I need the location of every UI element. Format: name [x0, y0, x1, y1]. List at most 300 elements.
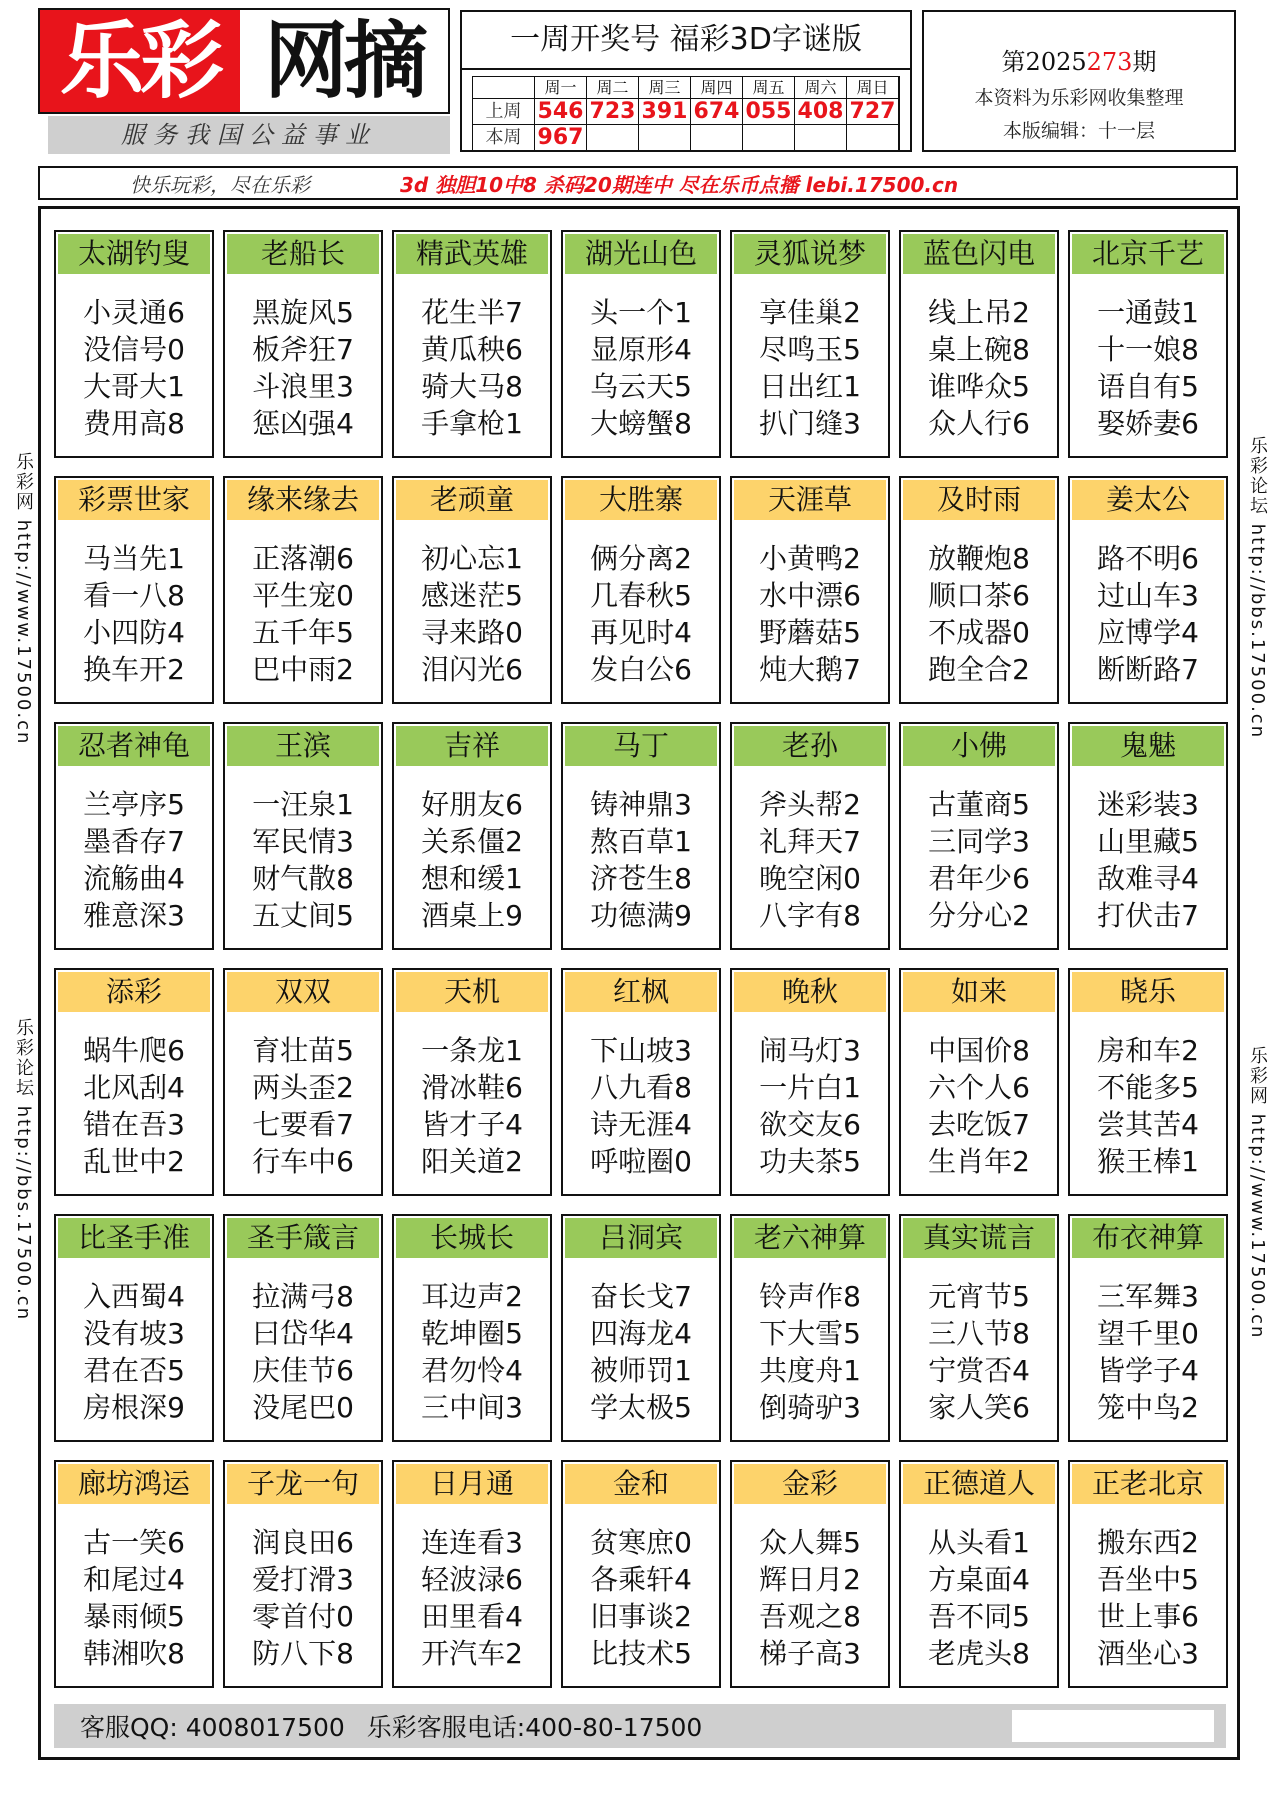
site-logo	[38, 8, 450, 114]
riddle-line: 大螃蟹8	[590, 407, 692, 440]
riddle-line: 八字有8	[759, 899, 861, 932]
riddle-line: 众人行6	[928, 407, 1030, 440]
card-title: 彩票世家	[58, 480, 210, 520]
riddle-line: 房根深9	[83, 1391, 185, 1424]
riddle-line: 笼中鸟2	[1097, 1391, 1199, 1424]
riddle-line: 诗无涯4	[590, 1108, 692, 1141]
riddle-line: 兰亭序5	[83, 788, 185, 821]
card-title: 天机	[396, 972, 548, 1012]
riddle-line: 好朋友6	[421, 788, 523, 821]
riddle-card	[730, 476, 890, 704]
draw-day-header: 周日	[847, 77, 899, 99]
riddle-line: 元宵节5	[928, 1280, 1030, 1313]
riddle-line: 打伏击7	[1097, 899, 1199, 932]
riddle-line: 寻来路0	[421, 616, 523, 649]
card-title: 大胜寨	[565, 480, 717, 520]
riddle-line: 应博学4	[1097, 616, 1199, 649]
riddle-card	[730, 968, 890, 1196]
riddle-line: 三八节8	[928, 1317, 1030, 1350]
last-week-label: 上周	[473, 99, 535, 125]
riddle-line: 梯子高3	[759, 1637, 861, 1670]
riddle-line: 没信号0	[83, 333, 185, 366]
card-items	[563, 294, 719, 442]
card-title: 如来	[903, 972, 1055, 1012]
card-title: 日月通	[396, 1464, 548, 1504]
riddle-line: 和尾过4	[83, 1563, 185, 1596]
riddle-line: 军民情3	[252, 825, 354, 858]
riddle-line: 奋长戈7	[590, 1280, 692, 1313]
riddle-line: 山里藏5	[1097, 825, 1199, 858]
riddle-line: 初心忘1	[421, 542, 523, 575]
riddle-line: 过山车3	[1097, 579, 1199, 612]
riddle-line: 尽鸣玉5	[759, 333, 861, 366]
riddle-card	[54, 476, 214, 704]
riddle-line: 君年少6	[928, 862, 1030, 895]
riddle-card	[54, 722, 214, 950]
riddle-line: 敌难寻4	[1097, 862, 1199, 895]
riddle-line: 皆学子4	[1097, 1354, 1199, 1387]
riddle-line: 熬百草1	[590, 825, 692, 858]
riddle-line: 黑旋风5	[252, 296, 354, 329]
this-week-label: 本周	[473, 125, 535, 151]
riddle-line: 看一八8	[83, 579, 185, 612]
card-title: 及时雨	[903, 480, 1055, 520]
riddle-line: 斗浪里3	[252, 370, 354, 403]
riddle-line: 泪闪光6	[421, 653, 523, 686]
card-items	[394, 1524, 550, 1672]
riddle-line: 雅意深3	[83, 899, 185, 932]
riddle-line: 感迷茫5	[421, 579, 523, 612]
riddle-card	[392, 1214, 552, 1442]
riddle-line: 语自有5	[1097, 370, 1199, 403]
riddle-line: 入西蜀4	[83, 1280, 185, 1313]
card-items	[563, 1524, 719, 1672]
card-title: 吉祥	[396, 726, 548, 766]
riddle-line: 头一个1	[590, 296, 692, 329]
card-items	[901, 540, 1057, 688]
riddle-line: 平生宠0	[252, 579, 354, 612]
riddle-line: 蜗牛爬6	[83, 1034, 185, 1067]
draw-header-corner	[473, 77, 535, 99]
riddle-card	[392, 476, 552, 704]
riddle-line: 望千里0	[1097, 1317, 1199, 1350]
card-items	[225, 294, 381, 442]
card-title: 灵狐说梦	[734, 234, 886, 274]
riddle-line: 花生半7	[421, 296, 523, 329]
card-items	[563, 1278, 719, 1426]
riddle-line: 礼拜天7	[759, 825, 861, 858]
card-items	[56, 1032, 212, 1180]
riddle-line: 轻波渌6	[421, 1563, 523, 1596]
riddle-card	[561, 722, 721, 950]
riddle-card	[899, 968, 1059, 1196]
card-title: 姜太公	[1072, 480, 1224, 520]
riddle-line: 错在吾3	[83, 1108, 185, 1141]
riddle-line: 五丈间5	[252, 899, 354, 932]
ticker-promo-link[interactable]: 3d 独胆10中8 杀码20期连中 尽在乐币点播 lebi.17500.cn	[400, 172, 959, 197]
riddle-card	[899, 476, 1059, 704]
riddle-card	[223, 476, 383, 704]
card-items	[56, 786, 212, 934]
riddle-line: 古一笑6	[83, 1526, 185, 1559]
card-title: 比圣手准	[58, 1218, 210, 1258]
card-title: 双双	[227, 972, 379, 1012]
riddle-card	[899, 722, 1059, 950]
riddle-card	[730, 1460, 890, 1688]
card-title: 太湖钓叟	[58, 234, 210, 274]
card-title: 金和	[565, 1464, 717, 1504]
card-title: 天涯草	[734, 480, 886, 520]
card-items	[563, 1032, 719, 1180]
riddle-line: 巴中雨2	[252, 653, 354, 686]
issue-prefix: 第2025	[1001, 48, 1087, 76]
riddle-line: 日出红1	[759, 370, 861, 403]
riddle-line: 乱世中2	[83, 1145, 185, 1178]
riddle-line: 放鞭炮8	[928, 542, 1030, 575]
riddle-line: 韩湘吹8	[83, 1637, 185, 1670]
riddle-line: 君勿怜4	[421, 1354, 523, 1387]
riddle-line: 谁哗众5	[928, 370, 1030, 403]
riddle-line: 各乘轩4	[590, 1563, 692, 1596]
riddle-line: 拉满弓8	[252, 1280, 354, 1313]
riddle-line: 一汪泉1	[252, 788, 354, 821]
footer-blank-box	[1012, 1710, 1214, 1742]
riddle-line: 流觞曲4	[83, 862, 185, 895]
card-title: 蓝色闪电	[903, 234, 1055, 274]
riddle-line: 北风刮4	[83, 1071, 185, 1104]
riddle-line: 娶娇妻6	[1097, 407, 1199, 440]
draw-number	[587, 125, 639, 151]
riddle-line: 生肖年2	[928, 1145, 1030, 1178]
draw-number: 727	[847, 99, 899, 125]
riddle-card	[54, 1214, 214, 1442]
riddle-card	[392, 230, 552, 458]
riddle-card	[1068, 230, 1228, 458]
card-items	[901, 1524, 1057, 1672]
card-items	[394, 294, 550, 442]
side-text-right-top: 乐彩论坛 http://bbs.17500.cn	[1247, 436, 1268, 740]
riddle-line: 滑冰鞋6	[421, 1071, 523, 1104]
ticker-slogan: 快乐玩彩，尽在乐彩	[130, 172, 310, 197]
card-items	[225, 1278, 381, 1426]
card-title: 长城长	[396, 1218, 548, 1258]
logo-red-part: 乐彩	[40, 10, 240, 112]
issue-info-box	[922, 10, 1236, 152]
riddle-line: 马当先1	[83, 542, 185, 575]
riddle-line: 骑大马8	[421, 370, 523, 403]
riddle-line: 黄瓜秧6	[421, 333, 523, 366]
issue-number	[924, 42, 1234, 77]
riddle-line: 皆才子4	[421, 1108, 523, 1141]
riddle-card	[561, 1214, 721, 1442]
riddle-line: 开汽车2	[421, 1637, 523, 1670]
riddle-card	[730, 722, 890, 950]
riddle-line: 众人舞5	[759, 1526, 861, 1559]
service-phone: 乐彩客服电话:400-80-17500	[366, 1713, 703, 1742]
riddle-card	[223, 230, 383, 458]
card-title: 布衣神算	[1072, 1218, 1224, 1258]
card-title: 正德道人	[903, 1464, 1055, 1504]
card-title: 子龙一句	[227, 1464, 379, 1504]
card-title: 老顽童	[396, 480, 548, 520]
logo-black-part: 网摘	[240, 10, 448, 112]
riddle-line: 大哥大1	[83, 370, 185, 403]
riddle-line: 三同学3	[928, 825, 1030, 858]
riddle-line: 铃声作8	[759, 1280, 861, 1313]
riddle-line: 君在否5	[83, 1354, 185, 1387]
draw-number: 723	[587, 99, 639, 125]
card-title: 晚秋	[734, 972, 886, 1012]
riddle-card	[223, 722, 383, 950]
riddle-line: 一通鼓1	[1097, 296, 1199, 329]
riddle-line: 不成器0	[928, 616, 1030, 649]
riddle-card	[561, 476, 721, 704]
card-title: 缘来缘去	[227, 480, 379, 520]
riddle-cards-grid	[54, 230, 1228, 1688]
riddle-line: 正落潮6	[252, 542, 354, 575]
riddle-line: 去吃饭7	[928, 1108, 1030, 1141]
riddle-line: 线上吊2	[928, 296, 1030, 329]
riddle-line: 再见时4	[590, 616, 692, 649]
draw-number	[691, 125, 743, 151]
riddle-line: 三中间3	[421, 1391, 523, 1424]
card-items	[1070, 1524, 1226, 1672]
riddle-line: 铸神鼎3	[590, 788, 692, 821]
riddle-line: 一片白1	[759, 1071, 861, 1104]
card-items	[901, 1278, 1057, 1426]
card-title: 老船长	[227, 234, 379, 274]
riddle-line: 耳边声2	[421, 1280, 523, 1313]
riddle-line: 吾不同5	[928, 1600, 1030, 1633]
draw-number: 055	[743, 99, 795, 125]
riddle-line: 方桌面4	[928, 1563, 1030, 1596]
draw-day-header: 周二	[587, 77, 639, 99]
riddle-line: 闹马灯3	[759, 1034, 861, 1067]
riddle-line: 旧事谈2	[590, 1600, 692, 1633]
riddle-line: 比技术5	[590, 1637, 692, 1670]
riddle-line: 费用高8	[83, 407, 185, 440]
riddle-card	[223, 1214, 383, 1442]
riddle-line: 小四防4	[83, 616, 185, 649]
card-title: 王滨	[227, 726, 379, 766]
card-title: 圣手箴言	[227, 1218, 379, 1258]
draw-number: 674	[691, 99, 743, 125]
riddle-line: 换车开2	[83, 653, 185, 686]
card-items	[1070, 1278, 1226, 1426]
draw-table-title: 一周开奖号 福彩3D字谜版	[462, 12, 910, 70]
draw-grid	[472, 76, 900, 152]
riddle-line: 小黄鸭2	[759, 542, 861, 575]
riddle-line: 猴王棒1	[1097, 1145, 1199, 1178]
card-items	[1070, 1032, 1226, 1180]
riddle-line: 下大雪5	[759, 1317, 861, 1350]
source-note: 本资料为乐彩网收集整理	[974, 87, 1184, 109]
riddle-card	[392, 1460, 552, 1688]
card-items	[563, 786, 719, 934]
card-title: 老六神算	[734, 1218, 886, 1258]
riddle-card	[899, 1214, 1059, 1442]
riddle-line: 欲交友6	[759, 1108, 861, 1141]
draw-number: 391	[639, 99, 691, 125]
card-items	[56, 1278, 212, 1426]
draw-number	[795, 125, 847, 151]
card-items	[394, 1032, 550, 1180]
weekly-draw-table	[460, 10, 912, 152]
riddle-line: 宁赏否4	[928, 1354, 1030, 1387]
riddle-line: 育壮苗5	[252, 1034, 354, 1067]
card-title: 添彩	[58, 972, 210, 1012]
draw-day-header: 周一	[535, 77, 587, 99]
riddle-line: 分分心2	[928, 899, 1030, 932]
draw-number: 967	[535, 125, 587, 151]
riddle-line: 惩凶强4	[252, 407, 354, 440]
card-items	[394, 1278, 550, 1426]
riddle-card	[1068, 722, 1228, 950]
riddle-line: 搬东西2	[1097, 1526, 1199, 1559]
card-title: 廊坊鸿运	[58, 1464, 210, 1504]
riddle-line: 财气散8	[252, 862, 354, 895]
card-title: 真实谎言	[903, 1218, 1055, 1258]
riddle-line: 田里看4	[421, 1600, 523, 1633]
service-qq: 客服QQ: 4008017500	[80, 1713, 345, 1742]
riddle-line: 呼啦圈0	[590, 1145, 692, 1178]
riddle-line: 家人笑6	[928, 1391, 1030, 1424]
riddle-line: 下山坡3	[590, 1034, 692, 1067]
riddle-line: 手拿枪1	[421, 407, 523, 440]
draw-day-header: 周四	[691, 77, 743, 99]
riddle-card	[392, 968, 552, 1196]
riddle-line: 房和车2	[1097, 1034, 1199, 1067]
riddle-line: 古董商5	[928, 788, 1030, 821]
riddle-line: 济苍生8	[590, 862, 692, 895]
riddle-card	[54, 1460, 214, 1688]
draw-number: 408	[795, 99, 847, 125]
riddle-card	[561, 230, 721, 458]
riddle-line: 一条龙1	[421, 1034, 523, 1067]
riddle-card	[899, 1460, 1059, 1688]
riddle-line: 老虎头8	[928, 1637, 1030, 1670]
riddle-line: 水中漂6	[759, 579, 861, 612]
riddle-line: 酒桌上9	[421, 899, 523, 932]
card-items	[56, 294, 212, 442]
card-title: 鬼魅	[1072, 726, 1224, 766]
riddle-card	[899, 230, 1059, 458]
riddle-line: 学太极5	[590, 1391, 692, 1424]
issue-highlight: 273	[1086, 48, 1133, 76]
card-title: 马丁	[565, 726, 717, 766]
riddle-line: 晚空闲0	[759, 862, 861, 895]
card-items	[901, 1032, 1057, 1180]
card-title: 正老北京	[1072, 1464, 1224, 1504]
riddle-line: 酒坐心3	[1097, 1637, 1199, 1670]
riddle-line: 连连看3	[421, 1526, 523, 1559]
draw-day-header: 周六	[795, 77, 847, 99]
riddle-line: 享佳巢2	[759, 296, 861, 329]
riddle-line: 三军舞3	[1097, 1280, 1199, 1313]
riddle-line: 路不明6	[1097, 542, 1199, 575]
riddle-line: 乾坤圈5	[421, 1317, 523, 1350]
riddle-line: 尝其苦4	[1097, 1108, 1199, 1141]
riddle-card	[223, 968, 383, 1196]
riddle-card	[1068, 968, 1228, 1196]
riddle-line: 两头歪2	[252, 1071, 354, 1104]
card-items	[732, 294, 888, 442]
side-text-left-bottom: 乐彩论坛 http://bbs.17500.cn	[13, 1018, 34, 1322]
riddle-line: 吾坐中5	[1097, 1563, 1199, 1596]
side-text-right-bottom: 乐彩网 http://www.17500.cn	[1247, 1046, 1268, 1340]
riddle-line: 倒骑驴3	[759, 1391, 861, 1424]
riddle-line: 炖大鹅7	[759, 653, 861, 686]
riddle-line: 顺口茶6	[928, 579, 1030, 612]
card-items	[1070, 540, 1226, 688]
riddle-card	[54, 230, 214, 458]
card-items	[732, 786, 888, 934]
riddle-line: 被师罚1	[590, 1354, 692, 1387]
footer-bar	[54, 1704, 1226, 1748]
riddle-line: 斧头帮2	[759, 788, 861, 821]
draw-number	[847, 125, 899, 151]
card-title: 精武英雄	[396, 234, 548, 274]
riddle-card	[392, 722, 552, 950]
card-items	[225, 786, 381, 934]
riddle-line: 跑全合2	[928, 653, 1030, 686]
riddle-line: 庆佳节6	[252, 1354, 354, 1387]
riddle-line: 曰岱华4	[252, 1317, 354, 1350]
riddle-line: 爱打滑3	[252, 1563, 354, 1596]
riddle-card	[54, 968, 214, 1196]
riddle-line: 几春秋5	[590, 579, 692, 612]
draw-number	[639, 125, 691, 151]
card-items	[394, 786, 550, 934]
card-items	[732, 1524, 888, 1672]
card-title: 小佛	[903, 726, 1055, 766]
riddle-line: 功德满9	[590, 899, 692, 932]
riddle-line: 阳关道2	[421, 1145, 523, 1178]
ticker-bar	[38, 166, 1238, 200]
card-title: 忍者神龟	[58, 726, 210, 766]
draw-number	[743, 125, 795, 151]
riddle-line: 迷彩装3	[1097, 788, 1199, 821]
card-items	[225, 540, 381, 688]
card-items	[563, 540, 719, 688]
riddle-line: 中国价8	[928, 1034, 1030, 1067]
card-title: 吕洞宾	[565, 1218, 717, 1258]
riddle-card	[1068, 1460, 1228, 1688]
riddle-line: 功夫茶5	[759, 1145, 861, 1178]
card-items	[56, 540, 212, 688]
card-items	[225, 1032, 381, 1180]
riddle-line: 贫寒庶0	[590, 1526, 692, 1559]
riddle-line: 零首付0	[252, 1600, 354, 1633]
card-title: 湖光山色	[565, 234, 717, 274]
card-items	[732, 540, 888, 688]
riddle-line: 十一娘8	[1097, 333, 1199, 366]
riddle-line: 没有坡3	[83, 1317, 185, 1350]
issue-suffix: 期	[1132, 48, 1157, 76]
riddle-line: 从头看1	[928, 1526, 1030, 1559]
card-items	[394, 540, 550, 688]
riddle-line: 行车中6	[252, 1145, 354, 1178]
side-text-left-top: 乐彩网 http://www.17500.cn	[13, 452, 34, 746]
riddle-line: 暴雨倾5	[83, 1600, 185, 1633]
riddle-line: 六个人6	[928, 1071, 1030, 1104]
riddle-line: 野蘑菇5	[759, 616, 861, 649]
riddle-line: 断断路7	[1097, 653, 1199, 686]
riddle-line: 没尾巴0	[252, 1391, 354, 1424]
riddle-card	[223, 1460, 383, 1688]
card-items	[225, 1524, 381, 1672]
riddle-line: 四海龙4	[590, 1317, 692, 1350]
